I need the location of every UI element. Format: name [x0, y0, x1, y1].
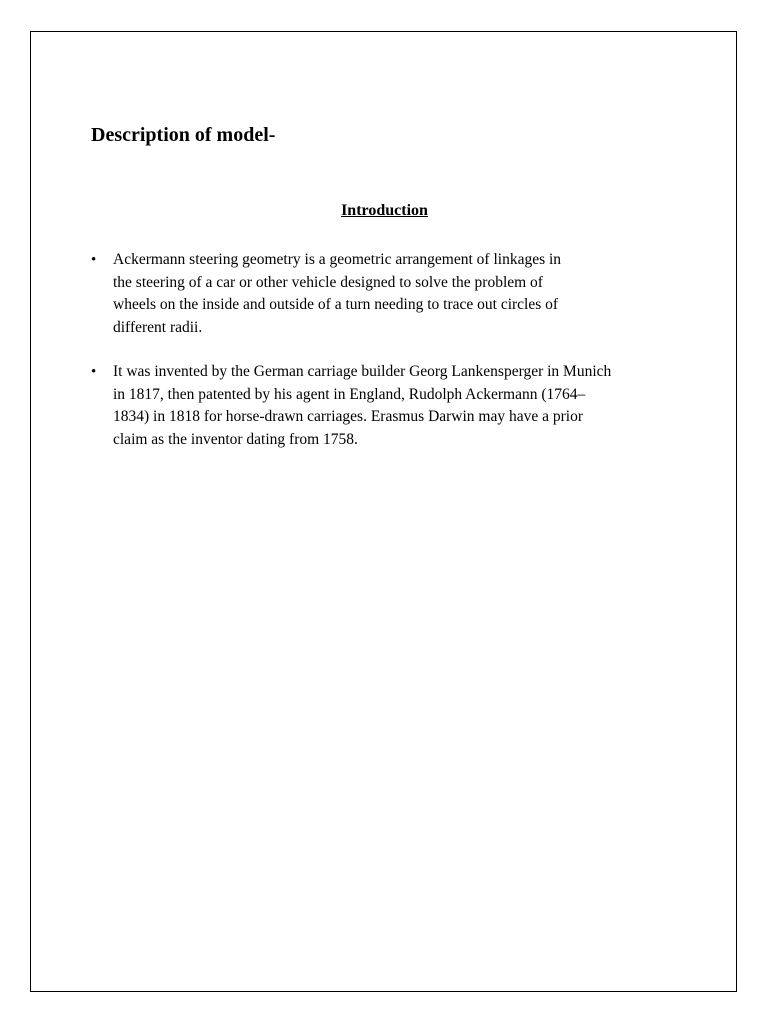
section-title: Introduction	[341, 202, 428, 219]
bullet-icon: •	[91, 364, 97, 380]
paragraph-line: claim as the inventor dating from 1758.	[113, 430, 358, 448]
paragraph-line: It was invented by the German carriage builder Georg Lankensperger in Munich	[113, 363, 612, 380]
paragraph-line: different radii.	[113, 318, 203, 336]
list-item	[91, 361, 612, 451]
paragraph-line: 1834) in 1818 for horse-drawn carriages. Erasmus Darwin may have a prior	[113, 408, 584, 425]
list-item	[91, 249, 611, 339]
page-heading: Description of model-	[91, 124, 276, 146]
paragraph-line: in 1817, then patented by his agent in England, Rudolph Ackermann (1764–	[113, 385, 586, 403]
paragraph-line: wheels on the inside and outside of a turn needing to trace out circles of	[113, 296, 559, 313]
bullet-list	[91, 249, 612, 451]
bullet-icon: •	[91, 252, 97, 268]
paragraph-line: Ackermann steering geometry is a geometric arrangement of linkages in	[113, 251, 562, 268]
document-page	[30, 31, 737, 992]
paragraph-line: the steering of a car or other vehicle designed to solve the problem of	[113, 273, 543, 291]
